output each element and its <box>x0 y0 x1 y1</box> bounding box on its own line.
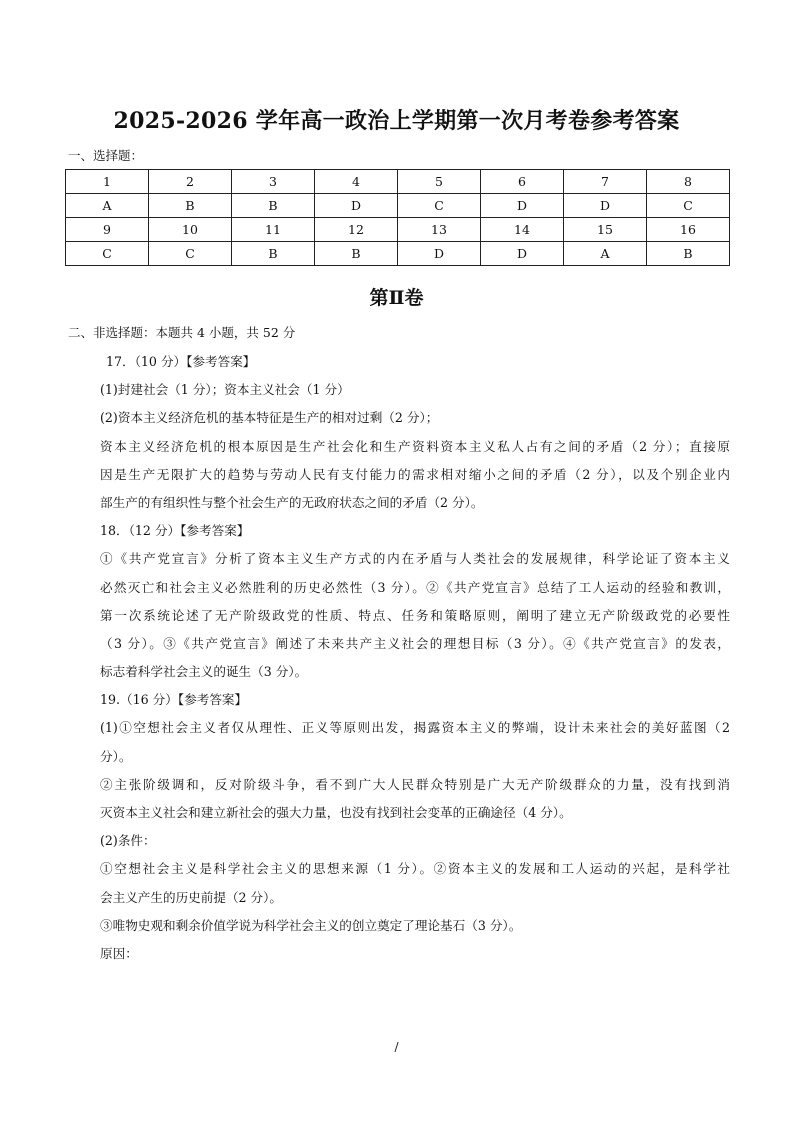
answer-table-cell: A <box>66 194 149 218</box>
answer-table-cell: 12 <box>315 218 398 242</box>
answer-table-cell: B <box>315 242 398 266</box>
answer-body <box>100 348 730 968</box>
answer-line: 标志着科学社会主义的诞生（3 分）。 <box>100 664 308 680</box>
q19-heading: 19.（16 分）【参考答案】 <box>100 692 248 708</box>
answer-table-cell: 7 <box>564 170 647 194</box>
answer-table <box>65 169 730 266</box>
answer-line: 第一次系统论述了无产阶级政党的性质、特点、任务和策略原则，阐明了建立无产阶级政党的必要性 <box>100 607 730 623</box>
page-number: / <box>394 1040 399 1054</box>
answer-table-cell: 6 <box>481 170 564 194</box>
answer-table-cell: 11 <box>232 218 315 242</box>
q17-heading: 17．（10 分）【参考答案】 <box>106 354 256 369</box>
answer-table-cell: C <box>647 194 730 218</box>
answer-line: 必然灭亡和社会主义必然胜利的历史必然性（3 分）。②《共产党宣言》总结了工人运动的经验和教训， <box>100 579 730 595</box>
answer-table-cell: B <box>647 242 730 266</box>
answer-table-cell: B <box>149 194 232 218</box>
answer-table-cell: 9 <box>66 218 149 242</box>
answer-table-row <box>66 218 730 242</box>
answer-table-cell: 4 <box>315 170 398 194</box>
answer-line: 资本主义经济危机的根本原因是生产社会化和生产资料资本主义私人占有之间的矛盾（2 分）；直接原 <box>100 438 730 454</box>
answer-table-row <box>66 170 730 194</box>
answer-table-cell: 3 <box>232 170 315 194</box>
answer-table-cell: 10 <box>149 218 232 242</box>
answer-table-cell: D <box>481 242 564 266</box>
answer-line: ①《共产党宣言》分析了资本主义生产方式的内在矛盾与人类社会的发展规律，科学论证了资本主义 <box>100 551 730 567</box>
answer-line: ③唯物史观和剩余价值学说为科学社会主义的创立奠定了理论基石（3 分）。 <box>100 917 522 933</box>
answer-table-row <box>66 194 730 218</box>
answer-table-cell: D <box>481 194 564 218</box>
answer-line: (2)条件： <box>100 833 156 849</box>
page-title: 2025-2026 学年高一政治上学期第一次月考卷参考答案 <box>113 108 680 134</box>
answer-line: (2)资本主义经济危机的基本特征是生产的相对过剩（2 分）； <box>100 410 439 426</box>
q18-heading: 18．（12 分）【参考答案】 <box>100 523 250 539</box>
answer-table-cell: C <box>149 242 232 266</box>
answer-line: 分）。 <box>100 748 132 764</box>
answer-table-cell: 8 <box>647 170 730 194</box>
answer-table-cell: 14 <box>481 218 564 242</box>
answer-table-cell: 5 <box>398 170 481 194</box>
answer-line: 部生产的有组织性与整个社会生产的无政府状态之间的矛盾（2 分）。 <box>100 494 484 510</box>
answer-line: 会主义产生的历史前提（2 分）。 <box>100 889 283 905</box>
section-choice-heading: 一、选择题： <box>68 148 144 163</box>
section-nonchoice-heading: 二、非选择题：本题共 4 小题，共 52 分 <box>68 325 296 340</box>
answer-line: 灭资本主义社会和建立新社会的强大力量，也没有找到社会变革的正确途径（4 分）。 <box>100 805 572 820</box>
answer-line: （3 分）。③《共产党宣言》阐述了未来共产主义社会的理想目标（3 分）。④《共产党宣言》的发表， <box>100 635 730 651</box>
answer-table-cell: 16 <box>647 218 730 242</box>
answer-line: (1)①空想社会主义者仅从理性、正义等原则出发，揭露资本主义的弊端，设计未来社会的美好蓝图（2 <box>100 720 730 736</box>
answer-table-cell: C <box>398 194 481 218</box>
answer-table-cell: D <box>398 242 481 266</box>
answer-table-cell: 13 <box>398 218 481 242</box>
answer-table-cell: B <box>232 242 315 266</box>
answer-table-cell: 15 <box>564 218 647 242</box>
answer-table-cell: D <box>315 194 398 218</box>
answer-line: ①空想社会主义是科学社会主义的思想来源（1 分）。②资本主义的发展和工人运动的兴起，是科学社 <box>100 861 730 877</box>
answer-table-cell: 2 <box>149 170 232 194</box>
answer-line: ②主张阶级调和，反对阶级斗争，看不到广大人民群众特别是广大无产阶级群众的力量，没有找到消 <box>100 776 730 792</box>
answer-table-cell: A <box>564 242 647 266</box>
answer-table-cell: D <box>564 194 647 218</box>
answer-table-cell: B <box>232 194 315 218</box>
answer-table-cell: 1 <box>66 170 149 194</box>
answer-line: 因是生产无限扩大的趋势与劳动人民有支付能力的需求相对缩小之间的矛盾（2 分），以及个别企业内 <box>100 466 730 482</box>
answer-line: (1)封建社会（1 分）；资本主义社会（1 分） <box>100 382 350 398</box>
answer-table-row <box>66 242 730 266</box>
volume-title: 第Ⅱ卷 <box>369 287 424 309</box>
answer-line: 原因： <box>100 945 138 961</box>
answer-table-cell: C <box>66 242 149 266</box>
